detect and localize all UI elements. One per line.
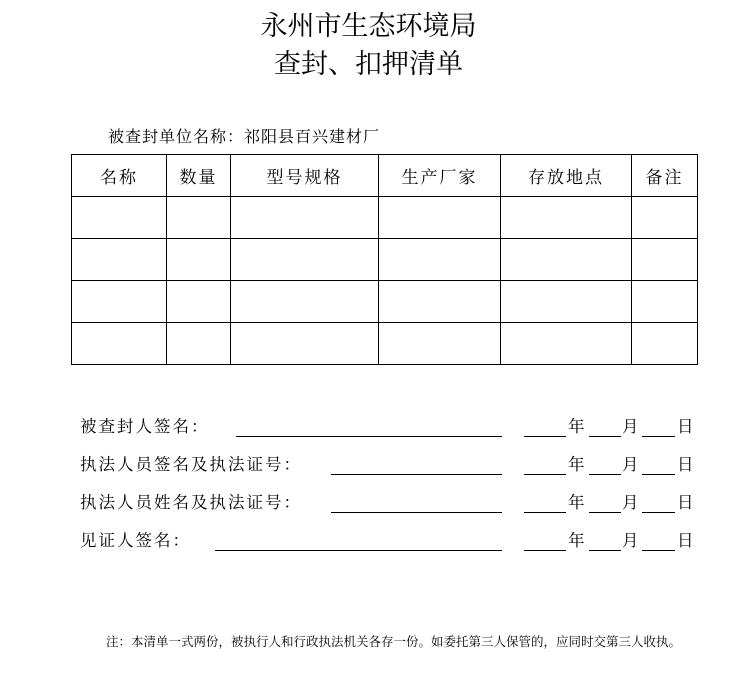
table-cell[interactable] bbox=[632, 281, 698, 323]
day-blank[interactable] bbox=[642, 512, 675, 513]
column-header-name: 名称 bbox=[72, 155, 167, 197]
month-blank[interactable] bbox=[589, 436, 621, 437]
year-blank[interactable] bbox=[524, 474, 566, 475]
column-header-quantity: 数量 bbox=[167, 155, 231, 197]
sealed-unit-label: 被查封单位名称： bbox=[108, 127, 245, 146]
column-header-model: 型号规格 bbox=[231, 155, 379, 197]
month-label: 月 bbox=[622, 493, 639, 512]
witness-signature-line[interactable] bbox=[215, 550, 502, 551]
table-cell[interactable] bbox=[231, 239, 379, 281]
year-label: 年 bbox=[568, 531, 585, 550]
year-label: 年 bbox=[568, 455, 585, 474]
table-cell[interactable] bbox=[231, 323, 379, 365]
footnote: 注：本清单一式两份，被执行人和行政执法机关各存一份。如委托第三人保管的，应同时交第三人收执。 bbox=[106, 634, 682, 649]
table-cell[interactable] bbox=[501, 323, 632, 365]
day-label: 日 bbox=[677, 493, 694, 512]
year-label: 年 bbox=[568, 417, 585, 436]
officer-name-label: 执法人员姓名及执法证号： bbox=[80, 493, 302, 512]
day-label: 日 bbox=[677, 455, 694, 474]
month-blank[interactable] bbox=[589, 550, 621, 551]
table-cell[interactable] bbox=[231, 197, 379, 239]
table-header-row bbox=[72, 155, 698, 197]
table-cell[interactable] bbox=[72, 323, 167, 365]
table-cell[interactable] bbox=[632, 239, 698, 281]
table-cell[interactable] bbox=[379, 197, 501, 239]
officer-signature-line[interactable] bbox=[331, 474, 502, 475]
sealed-party-signature-line[interactable] bbox=[236, 436, 502, 437]
day-blank[interactable] bbox=[642, 474, 675, 475]
table-row bbox=[72, 239, 698, 281]
table-cell[interactable] bbox=[379, 281, 501, 323]
year-label: 年 bbox=[568, 493, 585, 512]
sealed-unit-name: 祁阳县百兴建材厂 bbox=[244, 127, 381, 146]
month-label: 月 bbox=[622, 417, 639, 436]
month-blank[interactable] bbox=[589, 512, 621, 513]
day-label: 日 bbox=[677, 531, 694, 550]
day-label: 日 bbox=[677, 417, 694, 436]
table-cell[interactable] bbox=[231, 281, 379, 323]
day-blank[interactable] bbox=[642, 550, 675, 551]
year-blank[interactable] bbox=[524, 512, 566, 513]
month-label: 月 bbox=[622, 531, 639, 550]
table-cell[interactable] bbox=[501, 281, 632, 323]
table-cell[interactable] bbox=[501, 197, 632, 239]
day-blank[interactable] bbox=[642, 436, 675, 437]
year-blank[interactable] bbox=[524, 436, 566, 437]
table-cell[interactable] bbox=[167, 197, 231, 239]
officer-signature-label: 执法人员签名及执法证号： bbox=[80, 455, 302, 474]
column-header-manufacturer: 生产厂家 bbox=[379, 155, 501, 197]
month-blank[interactable] bbox=[589, 474, 621, 475]
table-cell[interactable] bbox=[379, 239, 501, 281]
table-cell[interactable] bbox=[167, 281, 231, 323]
table-row bbox=[72, 323, 698, 365]
table-cell[interactable] bbox=[72, 239, 167, 281]
table-cell[interactable] bbox=[72, 197, 167, 239]
table-cell[interactable] bbox=[632, 323, 698, 365]
document-title: 查封、扣押清单 bbox=[274, 49, 463, 80]
year-blank[interactable] bbox=[524, 550, 566, 551]
table-cell[interactable] bbox=[632, 197, 698, 239]
table-cell[interactable] bbox=[379, 323, 501, 365]
table-cell[interactable] bbox=[167, 323, 231, 365]
column-header-remarks: 备注 bbox=[632, 155, 698, 197]
agency-title: 永州市生态环境局 bbox=[260, 11, 477, 42]
month-label: 月 bbox=[622, 455, 639, 474]
sealed-party-signature-label: 被查封人签名： bbox=[80, 417, 210, 436]
table-cell[interactable] bbox=[72, 281, 167, 323]
table-row bbox=[72, 281, 698, 323]
column-header-location: 存放地点 bbox=[501, 155, 632, 197]
table-cell[interactable] bbox=[167, 239, 231, 281]
table-row bbox=[72, 197, 698, 239]
seizure-list-table bbox=[71, 154, 698, 365]
officer-name-line[interactable] bbox=[331, 512, 502, 513]
table-cell[interactable] bbox=[501, 239, 632, 281]
sealed-unit bbox=[108, 126, 380, 148]
witness-signature-label: 见证人签名： bbox=[80, 531, 191, 550]
